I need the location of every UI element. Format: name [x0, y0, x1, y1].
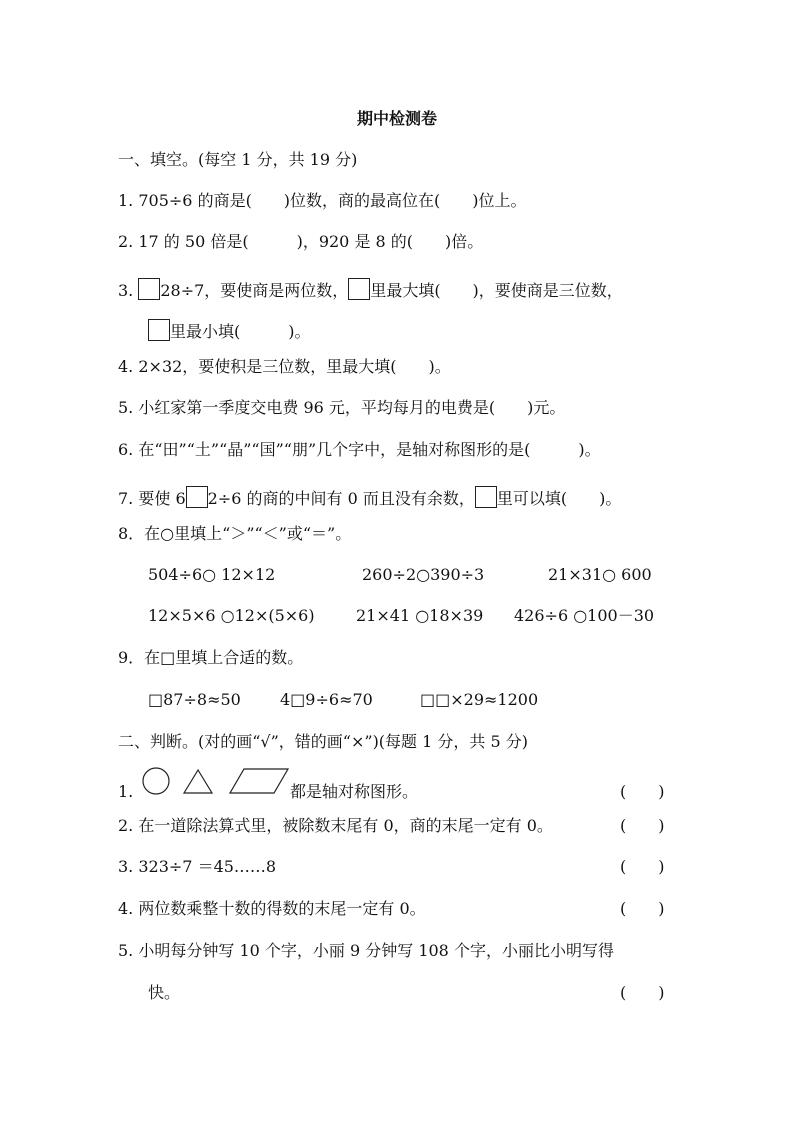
estimate-expr: □87÷8≈50: [148, 690, 241, 709]
question-text: 里最大填( )，要使商是三位数，: [370, 281, 623, 300]
question-text: 7. 要使 6: [118, 489, 186, 508]
section1-heading: 一、填空。(每空 1 分，共 19 分): [118, 150, 358, 169]
estimate-expr: □□×29≈1200: [420, 690, 539, 709]
question-1-7: [118, 486, 621, 509]
question-1-1: 1. 705÷6 的商是( )位数，商的最高位在( )位上。: [118, 191, 527, 210]
compare-expr: 426÷6 ○100－30: [514, 606, 655, 625]
question-1-3-line2: [148, 319, 311, 342]
question-text: 里最小填( )。: [170, 322, 311, 341]
circle-shape: [143, 768, 169, 794]
judge-1-number: 1.: [118, 782, 134, 801]
compare-expr: 21×41 ○18×39: [356, 606, 484, 625]
compare-expr: 260÷2○390÷3: [362, 565, 485, 584]
judge-5-line2: 快。: [148, 983, 181, 1002]
answer-parentheses[interactable]: ( ): [620, 899, 665, 918]
question-1-8: 8．在○里填上“＞”“＜”或“＝”。: [118, 524, 352, 543]
question-number: 3.: [118, 281, 134, 300]
blank-box[interactable]: [186, 486, 208, 508]
triangle-shape: [184, 770, 212, 793]
compare-expr: 504÷6○ 12×12: [148, 565, 276, 584]
question-1-3-line1: [118, 278, 623, 301]
answer-parentheses[interactable]: ( ): [620, 857, 665, 876]
question-1-2: 2. 17 的 50 倍是( )，920 是 8 的( )倍。: [118, 232, 484, 251]
shapes-figure: [140, 766, 290, 796]
answer-parentheses[interactable]: ( ): [620, 782, 665, 801]
question-text: 2÷6 的商的中间有 0 而且没有余数，: [207, 489, 475, 508]
question-1-6: 6. 在“田”“土”“晶”“国”“朋”几个字中，是轴对称图形的是( )。: [118, 440, 601, 459]
question-text: 里可以填( )。: [496, 489, 622, 508]
section2-heading: 二、判断。(对的画“√”，错的画“×”)(每题 1 分，共 5 分): [118, 732, 528, 751]
answer-parentheses[interactable]: ( ): [620, 983, 665, 1002]
judge-2: 2. 在一道除法算式里，被除数末尾有 0，商的末尾一定有 0。: [118, 816, 553, 835]
page-title: 期中检测卷: [356, 109, 437, 128]
question-1-9: 9．在□里填上合适的数。: [118, 648, 304, 667]
judge-4: 4. 两位数乘整十数的得数的末尾一定有 0。: [118, 899, 426, 918]
blank-box[interactable]: [348, 278, 370, 300]
judge-5-line1: 5. 小明每分钟写 10 个字，小丽 9 分钟写 108 个字，小丽比小明写得: [118, 941, 614, 960]
compare-expr: 12×5×6 ○12×(5×6): [148, 606, 315, 625]
judge-3: 3. 323÷7 ＝45……8: [118, 857, 277, 876]
blank-box[interactable]: [475, 486, 497, 508]
question-1-5: 5. 小红家第一季度交电费 96 元，平均每月的电费是( )元。: [118, 398, 566, 417]
blank-box[interactable]: [148, 319, 170, 341]
question-text: 28÷7，要使商是两位数，: [160, 281, 349, 300]
blank-box[interactable]: [138, 278, 160, 300]
answer-parentheses[interactable]: ( ): [620, 816, 665, 835]
question-1-4: 4. 2×32，要使积是三位数，里最大填( )。: [118, 357, 451, 376]
judge-1-text: 都是轴对称图形。: [290, 782, 419, 801]
estimate-expr: 4□9÷6≈70: [280, 690, 373, 709]
parallelogram-shape: [230, 769, 288, 793]
compare-expr: 21×31○ 600: [548, 565, 652, 584]
